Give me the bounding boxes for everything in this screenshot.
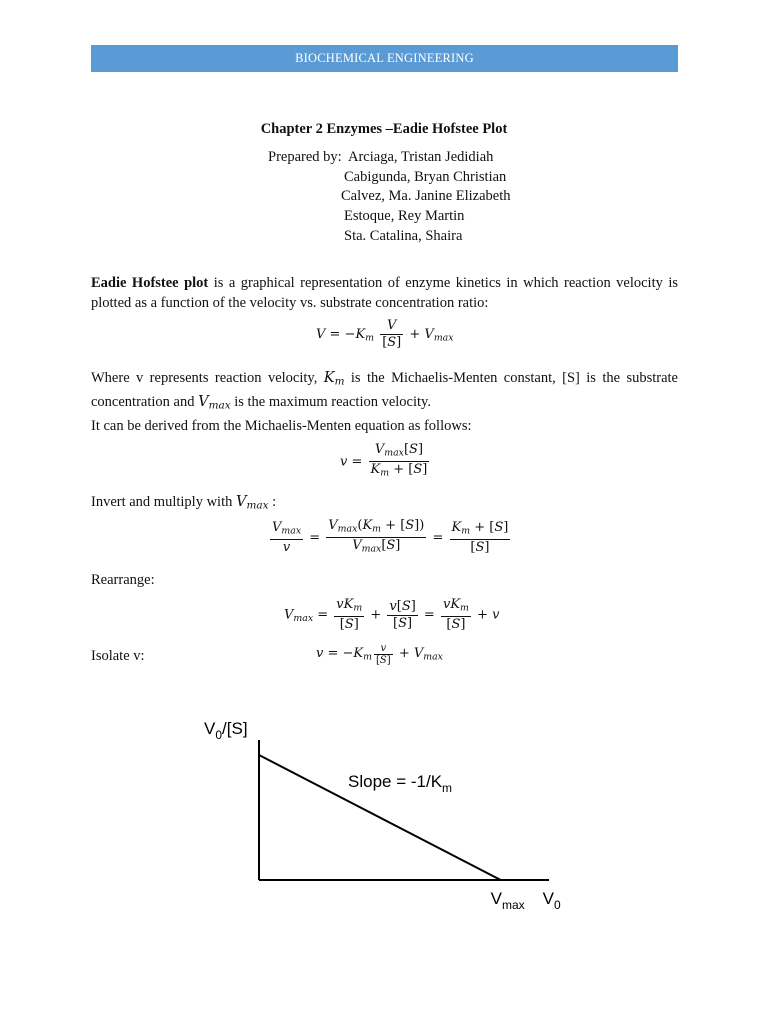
where-text-3: is the maximum reaction velocity. (230, 393, 431, 410)
isolated-equation: $v = -K_m$ $\frac{v}{[S]}$ + $V_{max}$ (316, 643, 443, 666)
where-text-2: is the Michaelis-Menten constant, [S] is the substrate concentration and (91, 370, 678, 410)
intro-paragraph (91, 273, 678, 313)
invert-tail: : (268, 494, 277, 510)
author-2: Cabigunda, Bryan Christian (344, 169, 507, 185)
intro-term: Eadie Hofstee plot (91, 275, 209, 291)
inverted-equation: $\frac{V_{max}}{v}$ = $\frac{V_{max}(K_m + [S])}{V_{max}[S]}$ = $\frac{K_m + [S]}{[S]}$ (272, 518, 509, 555)
y-axis-label: $V_0/[S]$ (204, 719, 248, 742)
author-3: Calvez, Ma. Janine Elizabeth (341, 188, 511, 204)
invert-line: Invert and multiply with $V_{max}$ : (91, 494, 277, 512)
header-title: BIOCHEMICAL ENGINEERING (295, 51, 474, 65)
rearranged-equation: $V_{max}$ = $\frac{vK_m}{[S]}$ + $\frac{v[S]}{[S]}$ = $\frac{vK_m}{[S]}$ + v (284, 597, 500, 633)
document-title: Chapter 2 Enzymes –Eadie Hofstee Plot (260, 121, 508, 137)
where-paragraph: Where v represents reaction velocity, $K_m$ is the Michaelis-Menten constant, [S] is the substrate concentration and $V_{max}$ is the maximum reaction velocity. (91, 370, 678, 412)
michaelis-menten-equation: v = $\frac{V_{max}[S]}{K_m + [S]}$ (340, 442, 428, 479)
where-text-1: Where v represents reaction velocity, (91, 370, 324, 386)
author-4: Estoque, Rey Martin (344, 208, 465, 224)
author-5: Sta. Catalina, Shaira (344, 228, 463, 244)
intro-text: is a graphical representation of enzyme kinetics in which reaction velocity is plotted as a function of the velocity vs. substrate concentration ratio: (91, 275, 678, 311)
eadie-hofstee-chart (190, 712, 580, 912)
isolate-text: Isolate v: (91, 648, 145, 664)
slope-annotation: Slope = $-1/K_m$ (348, 772, 453, 795)
invert-text: Invert and multiply with (91, 494, 236, 510)
derive-text: It can be derived from the Michaelis-Menten equation as follows: (91, 418, 472, 434)
chart-svg (190, 712, 580, 912)
x-intercept-label: $V_{max}$ (490, 889, 525, 912)
author-1: Arciaga, Tristan Jedidiah (348, 149, 494, 165)
rearrange-text: Rearrange: (91, 572, 155, 588)
header-bar (91, 45, 678, 72)
x-axis-label: $V_0$ (542, 889, 561, 912)
eadie-hofstee-equation: $V = -K_m$ $\frac{V}{[S]}$ + $V_{max}$ (316, 318, 454, 350)
prepared-by-label: Prepared by: (268, 149, 342, 165)
